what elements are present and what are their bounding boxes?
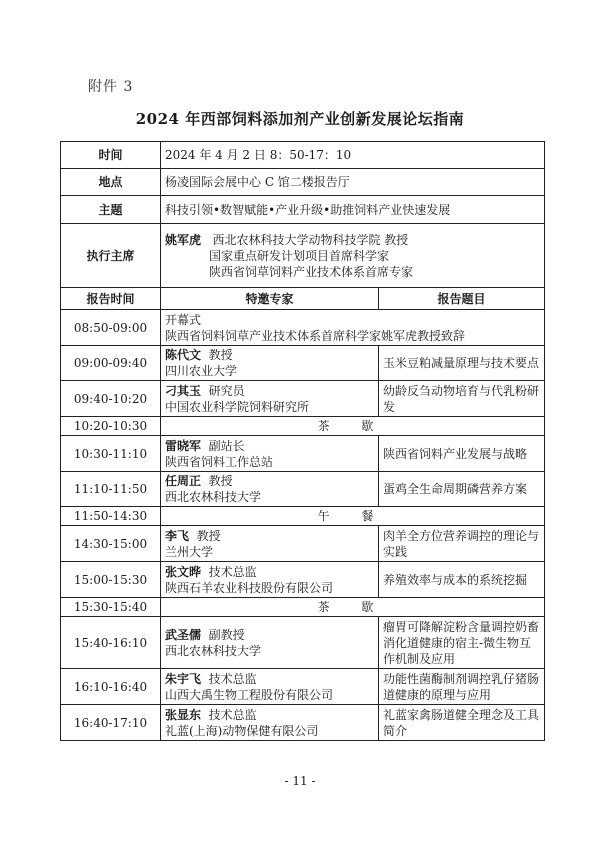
session-time: 15:30-15:40 <box>61 598 161 617</box>
expert-organization: 陕西省饲料工作总站 <box>165 454 274 469</box>
expert-name-line <box>165 347 374 363</box>
session-time: 11:10-11:50 <box>61 472 161 507</box>
session-row <box>61 381 545 417</box>
session-time: 15:40-16:10 <box>61 617 161 669</box>
chair-title-3: 陕西省饲草饲料产业技术体系首席专家 <box>209 264 414 279</box>
expert-role: 教授 <box>196 528 221 543</box>
schedule-header-row <box>61 288 545 310</box>
expert-cell <box>161 526 379 562</box>
expert-name: 张文晔 <box>165 564 202 579</box>
expert-cell <box>161 346 379 381</box>
place-label: 地点 <box>61 169 161 196</box>
expert-cell <box>161 617 379 669</box>
expert-name-line <box>165 473 374 489</box>
expert-name: 陈代文 <box>165 348 202 362</box>
session-time: 10:30-11:10 <box>61 436 161 472</box>
session-time: 16:10-16:40 <box>61 669 161 705</box>
expert-organization: 礼蓝(上海)动物保健有限公司 <box>165 723 319 738</box>
session-time: 10:20-10:30 <box>61 417 161 436</box>
break-row <box>61 417 545 436</box>
theme-row <box>61 196 545 224</box>
attachment-label: 附件 3 <box>88 79 134 95</box>
expert-role: 教授 <box>208 474 233 488</box>
expert-name: 武圣儒 <box>165 627 202 642</box>
expert-name: 张显东 <box>165 707 202 722</box>
chair-row <box>61 224 545 288</box>
expert-name-line <box>165 564 374 580</box>
chair-title-2: 国家重点研发计划项目首席科学家 <box>209 248 390 263</box>
expert-organization: 陕西石羊农业科技股份有限公司 <box>165 580 334 595</box>
header-topic: 报告题目 <box>379 288 545 310</box>
expert-cell <box>161 669 379 705</box>
expert-role: 技术总监 <box>208 671 257 686</box>
report-topic: 功能性菌酶制剂调控乳仔猪肠道健康的原理与应用 <box>379 669 545 705</box>
header-expert: 特邀专家 <box>161 288 379 310</box>
break-row <box>61 507 545 526</box>
session-row <box>61 562 545 598</box>
expert-name: 雷晓军 <box>165 438 202 453</box>
session-time: 16:40-17:10 <box>61 705 161 741</box>
expert-organization: 山西大禹生物工程股份有限公司 <box>165 687 334 702</box>
session-time: 14:30-15:00 <box>61 526 161 562</box>
time-row <box>61 142 545 169</box>
expert-name: 朱宇飞 <box>165 671 202 686</box>
session-row <box>61 705 545 741</box>
report-topic: 瘤胃可降解淀粉含量调控奶畜消化道健康的宿主-微生物互作机制及应用 <box>379 617 545 669</box>
expert-name-line <box>165 627 374 643</box>
theme-label: 主题 <box>61 196 161 224</box>
session-row <box>61 436 545 472</box>
session-row <box>61 526 545 562</box>
expert-organization: 西北农林科技大学 <box>165 643 262 658</box>
expert-cell <box>161 436 379 472</box>
expert-organization: 西北农林科技大学 <box>165 490 262 504</box>
expert-cell <box>161 705 379 741</box>
expert-name: 任周正 <box>165 474 202 488</box>
place-row <box>61 169 545 196</box>
report-topic: 陕西省饲料产业发展与战略 <box>379 436 545 472</box>
opening-time: 08:50-09:00 <box>61 310 161 346</box>
chair-line-1 <box>165 232 540 248</box>
expert-organization: 四川农业大学 <box>165 364 238 378</box>
opening-speech: 陕西省饲料饲草产业技术体系首席科学家姚军虎教授致辞 <box>165 328 466 343</box>
expert-name-line <box>165 671 374 687</box>
expert-role: 副站长 <box>208 438 245 453</box>
expert-name-line <box>165 383 374 399</box>
expert-name-line <box>165 438 374 454</box>
session-row <box>61 617 545 669</box>
expert-organization: 中国农业科学院饲料研究所 <box>165 399 310 414</box>
forum-schedule-table <box>60 141 545 741</box>
session-row <box>61 669 545 705</box>
time-label: 时间 <box>61 142 161 169</box>
expert-organization: 兰州大学 <box>165 544 214 559</box>
session-time: 15:00-15:30 <box>61 562 161 598</box>
report-topic: 肉羊全方位营养调控的理论与实践 <box>379 526 545 562</box>
expert-role: 技术总监 <box>208 707 257 722</box>
expert-name-line <box>165 707 374 723</box>
session-time: 09:00-09:40 <box>61 346 161 381</box>
session-time: 09:40-10:20 <box>61 381 161 417</box>
expert-role: 副教授 <box>208 627 245 642</box>
report-topic: 幼龄反刍动物培育与代乳粉研发 <box>379 381 545 417</box>
expert-cell <box>161 562 379 598</box>
opening-cell <box>161 310 545 346</box>
place-value: 杨凌国际会展中心 C 馆二楼报告厅 <box>161 169 545 196</box>
session-time: 11:50-14:30 <box>61 507 161 526</box>
opening-title: 开幕式 <box>165 312 202 327</box>
break-row <box>61 598 545 617</box>
session-row <box>61 346 545 381</box>
theme-value: 科技引领•数智赋能•产业升级•助推饲料产业快速发展 <box>161 196 545 224</box>
break-label: 茶 歇 <box>161 417 545 436</box>
expert-role: 教授 <box>208 348 233 362</box>
report-topic: 养殖效率与成本的系统挖掘 <box>379 562 545 598</box>
report-topic: 礼蓝家禽肠道健全理念及工具简介 <box>379 705 545 741</box>
expert-role: 研究员 <box>208 383 245 398</box>
session-row <box>61 472 545 507</box>
report-topic: 蛋鸡全生命周期磷营养方案 <box>379 472 545 507</box>
time-value: 2024 年 4 月 2 日 8：50-17：10 <box>161 142 545 169</box>
expert-cell <box>161 472 379 507</box>
header-time: 报告时间 <box>61 288 161 310</box>
break-label: 茶 歇 <box>161 598 545 617</box>
break-label: 午 餐 <box>161 507 545 526</box>
chair-cell <box>161 224 545 288</box>
chair-label: 执行主席 <box>61 224 161 288</box>
expert-name: 李飞 <box>165 528 190 543</box>
expert-name-line <box>165 528 374 544</box>
expert-role: 技术总监 <box>208 564 257 579</box>
chair-title-1: 西北农林科技大学动物科技学院 教授 <box>212 232 409 247</box>
page-number: - 11 - <box>284 774 316 788</box>
report-topic: 玉米豆粕减量原理与技术要点 <box>379 346 545 381</box>
document-title: 2024 年西部饲料添加剂产业创新发展论坛指南 <box>135 110 465 128</box>
opening-row <box>61 310 545 346</box>
expert-cell <box>161 381 379 417</box>
chair-name: 姚军虎 <box>165 232 202 247</box>
expert-name: 刁其玉 <box>165 383 202 398</box>
